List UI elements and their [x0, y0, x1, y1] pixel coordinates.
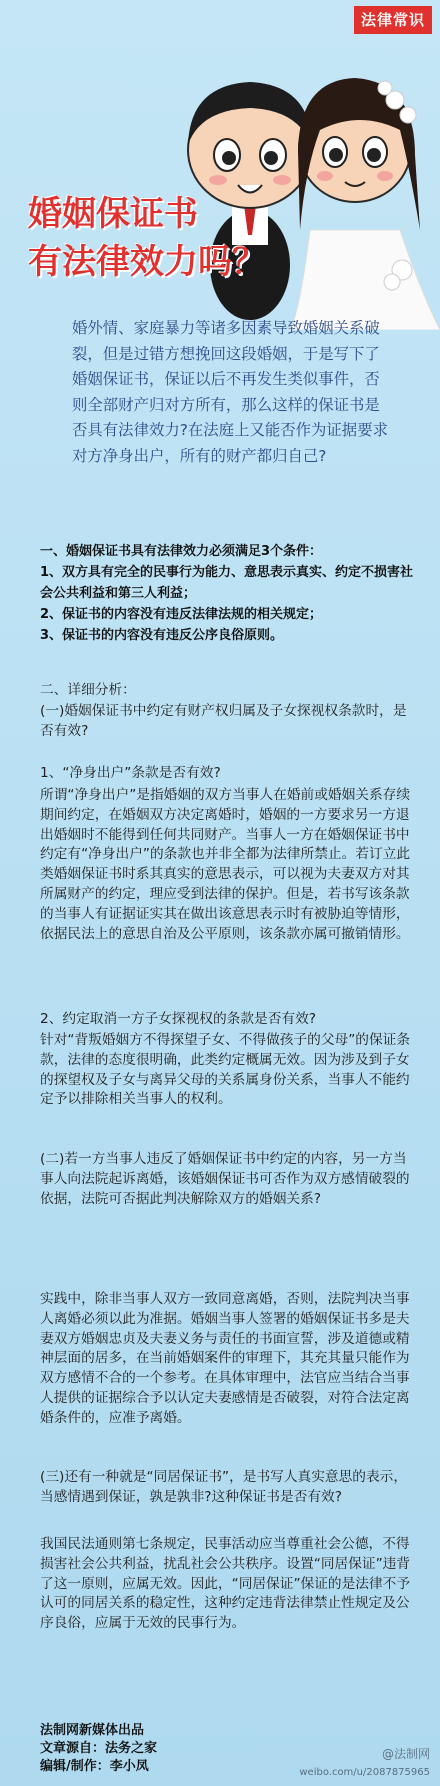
footer-credits [40, 1722, 157, 1776]
weibo-brand: @法制网 [381, 1747, 430, 1761]
paragraph-1: 所谓“净身出户”是指婚姻的双方当事人在婚前或婚姻关系存续期间约定，在婚姻双方决定离婚时，婚姻的一方要求另一方退出婚姻时不能得到任何共同财产。当事人一方在婚姻保证书中约定有“净身出户”的条款也并非全都为法律所禁止。若订立此类婚姻保证书时系其真实的意思表示，可以视为夫妻双方对其所属财产的约定，理应受到法律的保护。但是，若书写该条款的当事人有证据证实其在做出该意思表示时有被胁迫等情形，依据民法上的意思自治及公平原则，该条款亦属可撤销情形。 [40, 787, 411, 942]
footer-producer: 法制网新媒体出品 [40, 1723, 145, 1738]
analysis-heading: 二、详细分析： [40, 682, 136, 698]
category-tag: 法律常识 [354, 6, 432, 34]
paragraph-2: 针对“背叛婚姻方不得探望子女、不得做孩子的父母”的保证条款，法律的态度很明确，此类约定概属无效。因为涉及到子女的探望权及子女与离异父母的关系属身份关系，当事人不能约定予以排除相关当事人的权利。 [40, 1032, 411, 1108]
title-line-2: 有法律效力吗？ [28, 242, 266, 282]
weibo-url-watermark: weibo.com/u/2087875965 [299, 1767, 430, 1778]
conditions-heading: 一、婚姻保证书具有法律效力必须满足3个条件： [40, 544, 323, 559]
footer-editor: 编辑/制作：李小凤 [40, 1759, 149, 1774]
conditions-section [40, 541, 425, 646]
paragraph-3: 实践中，除非当事人双方一致同意离婚，否则，法院判决当事人离婚必须以此为准据。婚姻当事人签署的婚姻保证书多是夫妻双方婚姻忠贞及夫妻义务与责任的书面宣誓，涉及道德或精神层面的居多，在当前婚姻案件的审理下，其充其量只能作为双方感情不合的一个参考。在具体审理中，法官应当结合当事人提供的证据综合予以认定夫妻感情是否破裂，对符合法定离婚条件的，应准予离婚。 [40, 1291, 410, 1426]
condition-item-3: 3、保证书的内容没有违反公序良俗原则。 [40, 628, 284, 643]
condition-item-1: 1、双方具有完全的民事行为能力、意思表示真实、约定不损害社会公共利益和第三人利益； [40, 565, 414, 601]
paragraph-4: 我国民法通则第七条规定，民事活动应当尊重社会公德，不得损害社会公共利益，扰乱社会公共秩序。设置“同居保证”违背了这一原则，应属无效。因此，“同居保证”保证的是法律不予认可的同居关系的稳定性，这种约定违背法律禁止性规定及公序良俗，应属于无效的民事行为。 [40, 1536, 411, 1632]
condition-item-2: 2、保证书的内容没有违反法律法规的相关规定； [40, 607, 323, 622]
question-2: 2、约定取消一方子女探视权的条款是否有效? [40, 1011, 317, 1027]
analysis-subsection-3: (三)还有一种就是“同居保证书”，是书写人真实意思的表示，当感情遇到保证，孰是孰非?这种保证书是否有效? [40, 1469, 408, 1505]
question-1: 1、“净身出户”条款是否有效? [40, 765, 221, 781]
title-line-1: 婚姻保证书 [28, 194, 198, 234]
analysis-subsection-2: (二)若一方当事人违反了婚姻保证书中约定的内容，另一方当事人向法院起诉离婚，该婚姻保证书可否作为双方感情破裂的依据，法院可否据此判决解除双方的婚姻关系? [40, 1151, 410, 1207]
intro-paragraph: 婚外情、家庭暴力等诸多因素导致婚姻关系破裂，但是过错方想挽回这段婚姻，于是写下了婚姻保证书，保证以后不再发生类似事件，否则全部财产归对方所有，那么这样的保证书是否具有法律效力?在法庭上又能否作为证据要求对方净身出户，所有的财产都归自己? [72, 319, 388, 465]
footer-source: 文章源自：法务之家 [40, 1741, 158, 1756]
analysis-subsection-1: (一)婚姻保证书中约定有财产权归属及子女探视权条款时，是否有效? [40, 703, 407, 739]
